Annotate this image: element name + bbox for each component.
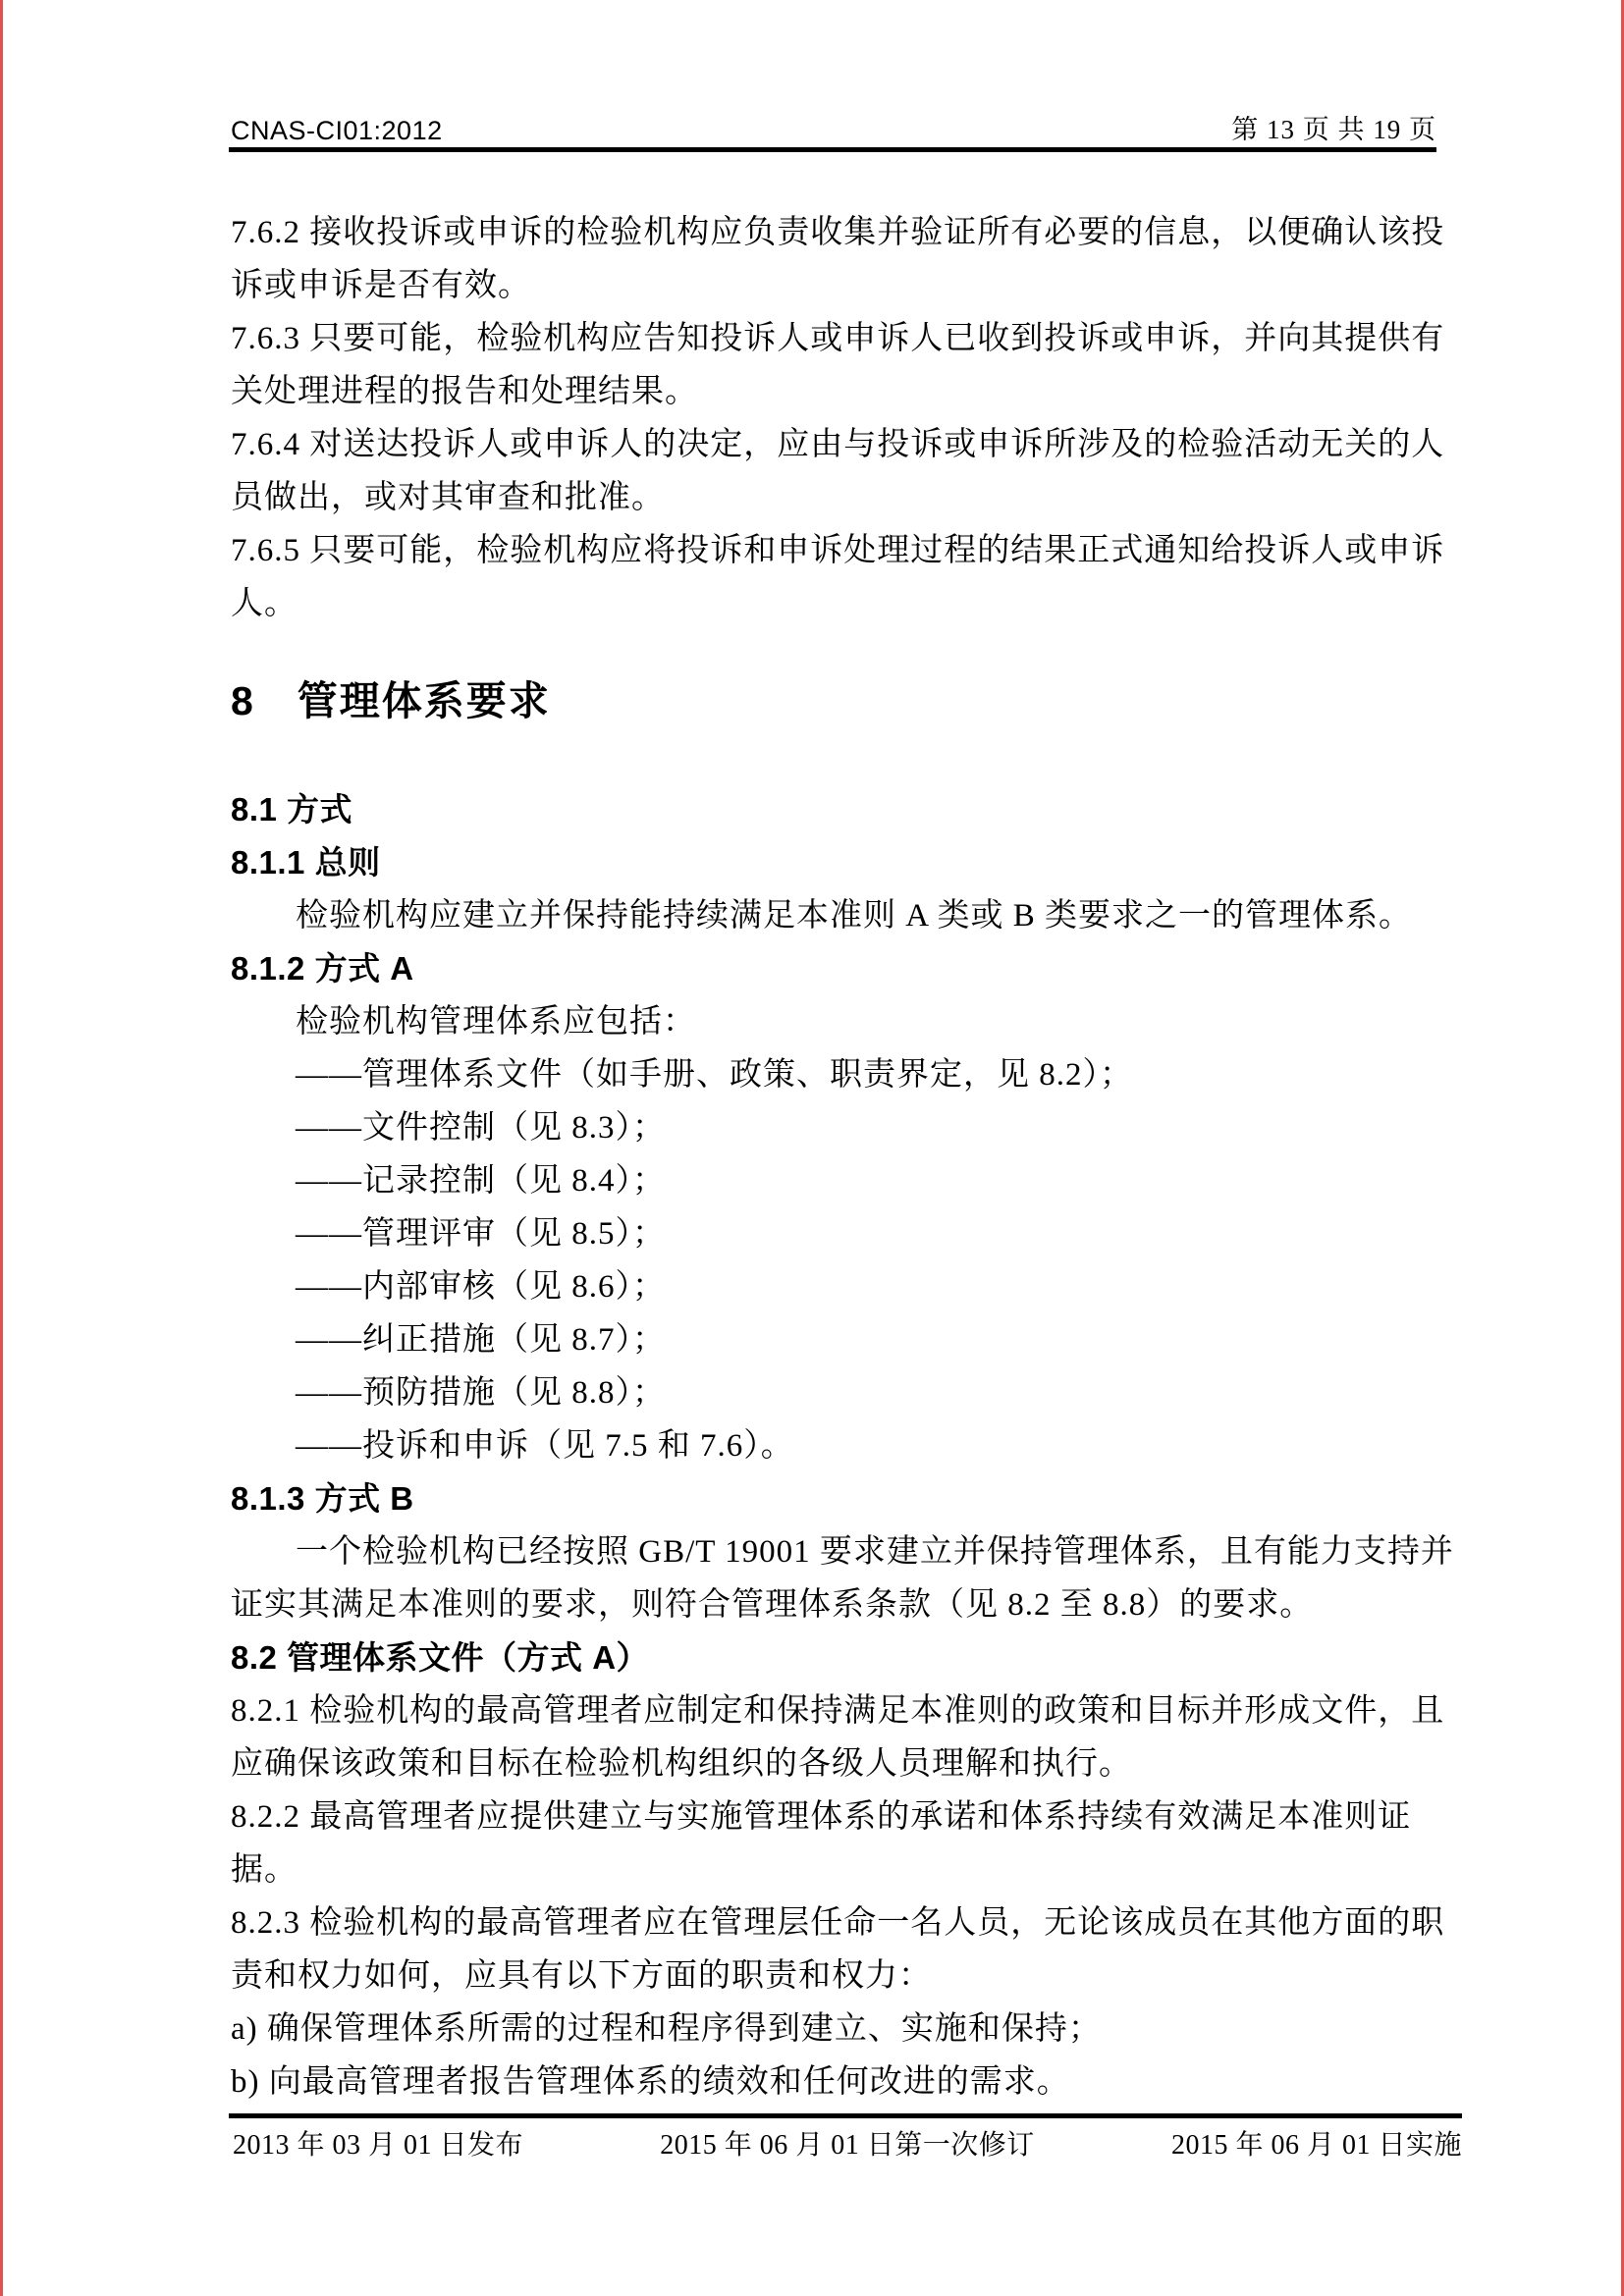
para-8-1-1-text: 检验机构应建立并保持能持续满足本准则 A 类或 B 类要求之一的管理体系。 <box>296 898 1413 934</box>
para-7-6-3-line-1: 7.6.3 只要可能，检验机构应告知投诉人或申诉人已收到投诉或申诉，并向其提供有 <box>231 321 1445 356</box>
para-8-2-3-line-1: 8.2.3 检验机构的最高管理者应在管理层任命一名人员，无论该成员在其他方面的职 <box>231 1905 1445 1941</box>
para-8-1-2-intro: 检验机构管理体系应包括： <box>296 1004 696 1040</box>
para-8-2-2-line-2: 据。 <box>231 1852 298 1888</box>
heading-8-1-2: 8.1.2 方式 A <box>231 950 414 987</box>
para-8-2-1-line-1: 8.2.1 检验机构的最高管理者应制定和保持满足本准则的政策和目标并形成文件，且 <box>231 1693 1445 1729</box>
header-rule <box>229 147 1436 152</box>
list-item-record-control: ——记录控制（见 8.4）； <box>296 1163 666 1199</box>
para-8-2-3-line-2: 责和权力如何，应具有以下方面的职责和权力： <box>231 1958 932 1994</box>
list-item-management-review: ——管理评审（见 8.5）； <box>296 1216 666 1252</box>
footer-implement-date: 2015 年 06 月 01 日实施 <box>1170 2130 1462 2161</box>
footer-rule <box>229 2113 1462 2118</box>
heading-8-1-3: 8.1.3 方式 B <box>231 1480 414 1517</box>
footer-revision-date: 2015 年 06 月 01 日第一次修订 <box>660 2130 1035 2161</box>
para-8-2-1-line-2: 应确保该政策和目标在检验机构组织的各级人员理解和执行。 <box>231 1746 1132 1782</box>
list-item-corrective-action: ——纠正措施（见 8.7）； <box>296 1322 666 1358</box>
footer-publish-date: 2013 年 03 月 01 日发布 <box>233 2130 524 2161</box>
para-7-6-3-line-2: 关处理进程的报告和处理结果。 <box>231 374 698 409</box>
para-7-6-4-line-1: 7.6.4 对送达投诉人或申诉人的决定，应由与投诉或申诉所涉及的检验活动无关的人 <box>231 427 1445 462</box>
document-body <box>231 206 1454 2109</box>
para-7-6-4-line-2: 员做出，或对其审查和批准。 <box>231 480 665 515</box>
list-item-ms-documentation: ——管理体系文件（如手册、政策、职责界定，见 8.2）； <box>296 1057 1133 1093</box>
list-item-preventive-action: ——预防措施（见 8.8）； <box>296 1375 666 1411</box>
list-item-internal-audit: ——内部审核（见 8.6）； <box>296 1269 666 1305</box>
para-8-2-2-line-1: 8.2.2 最高管理者应提供建立与实施管理体系的承诺和体系持续有效满足本准则证 <box>231 1799 1412 1835</box>
list-item-a: a) 确保管理体系所需的过程和程序得到建立、实施和保持； <box>231 2011 1102 2047</box>
page-header <box>231 108 1436 146</box>
list-item-complaints-appeals: ——投诉和申诉（见 7.5 和 7.6）。 <box>296 1428 794 1464</box>
left-red-edge-line <box>0 0 3 2296</box>
heading-8-1-1: 8.1.1 总则 <box>231 844 381 881</box>
para-7-6-2-line-2: 诉或申诉是否有效。 <box>231 268 531 303</box>
list-item-document-control: ——文件控制（见 8.3）； <box>296 1110 666 1146</box>
para-7-6-5-line-2: 人。 <box>231 586 298 621</box>
page-number-indicator: 第 13 页 共 19 页 <box>1231 115 1436 144</box>
para-8-1-3-line-2: 证实其满足本准则的要求，则符合管理体系条款（见 8.2 至 8.8）的要求。 <box>231 1587 1314 1623</box>
list-item-b: b) 向最高管理者报告管理体系的绩效和任何改进的需求。 <box>231 2064 1070 2100</box>
heading-8-1: 8.1 方式 <box>231 791 353 828</box>
para-7-6-2-line-1: 7.6.2 接收投诉或申诉的检验机构应负责收集并验证所有必要的信息，以便确认该投 <box>231 215 1445 250</box>
section-8-heading: 8 管理体系要求 <box>231 678 551 723</box>
heading-8-2: 8.2 管理体系文件（方式 A） <box>231 1639 650 1676</box>
page-footer <box>233 2126 1462 2165</box>
para-7-6-5-line-1: 7.6.5 只要可能，检验机构应将投诉和申诉处理过程的结果正式通知给投诉人或申诉 <box>231 533 1445 568</box>
para-8-1-3-line-1: 一个检验机构已经按照 GB/T 19001 要求建立并保持管理体系，且有能力支持并 <box>296 1534 1454 1570</box>
document-code: CNAS-CI01:2012 <box>231 116 443 145</box>
